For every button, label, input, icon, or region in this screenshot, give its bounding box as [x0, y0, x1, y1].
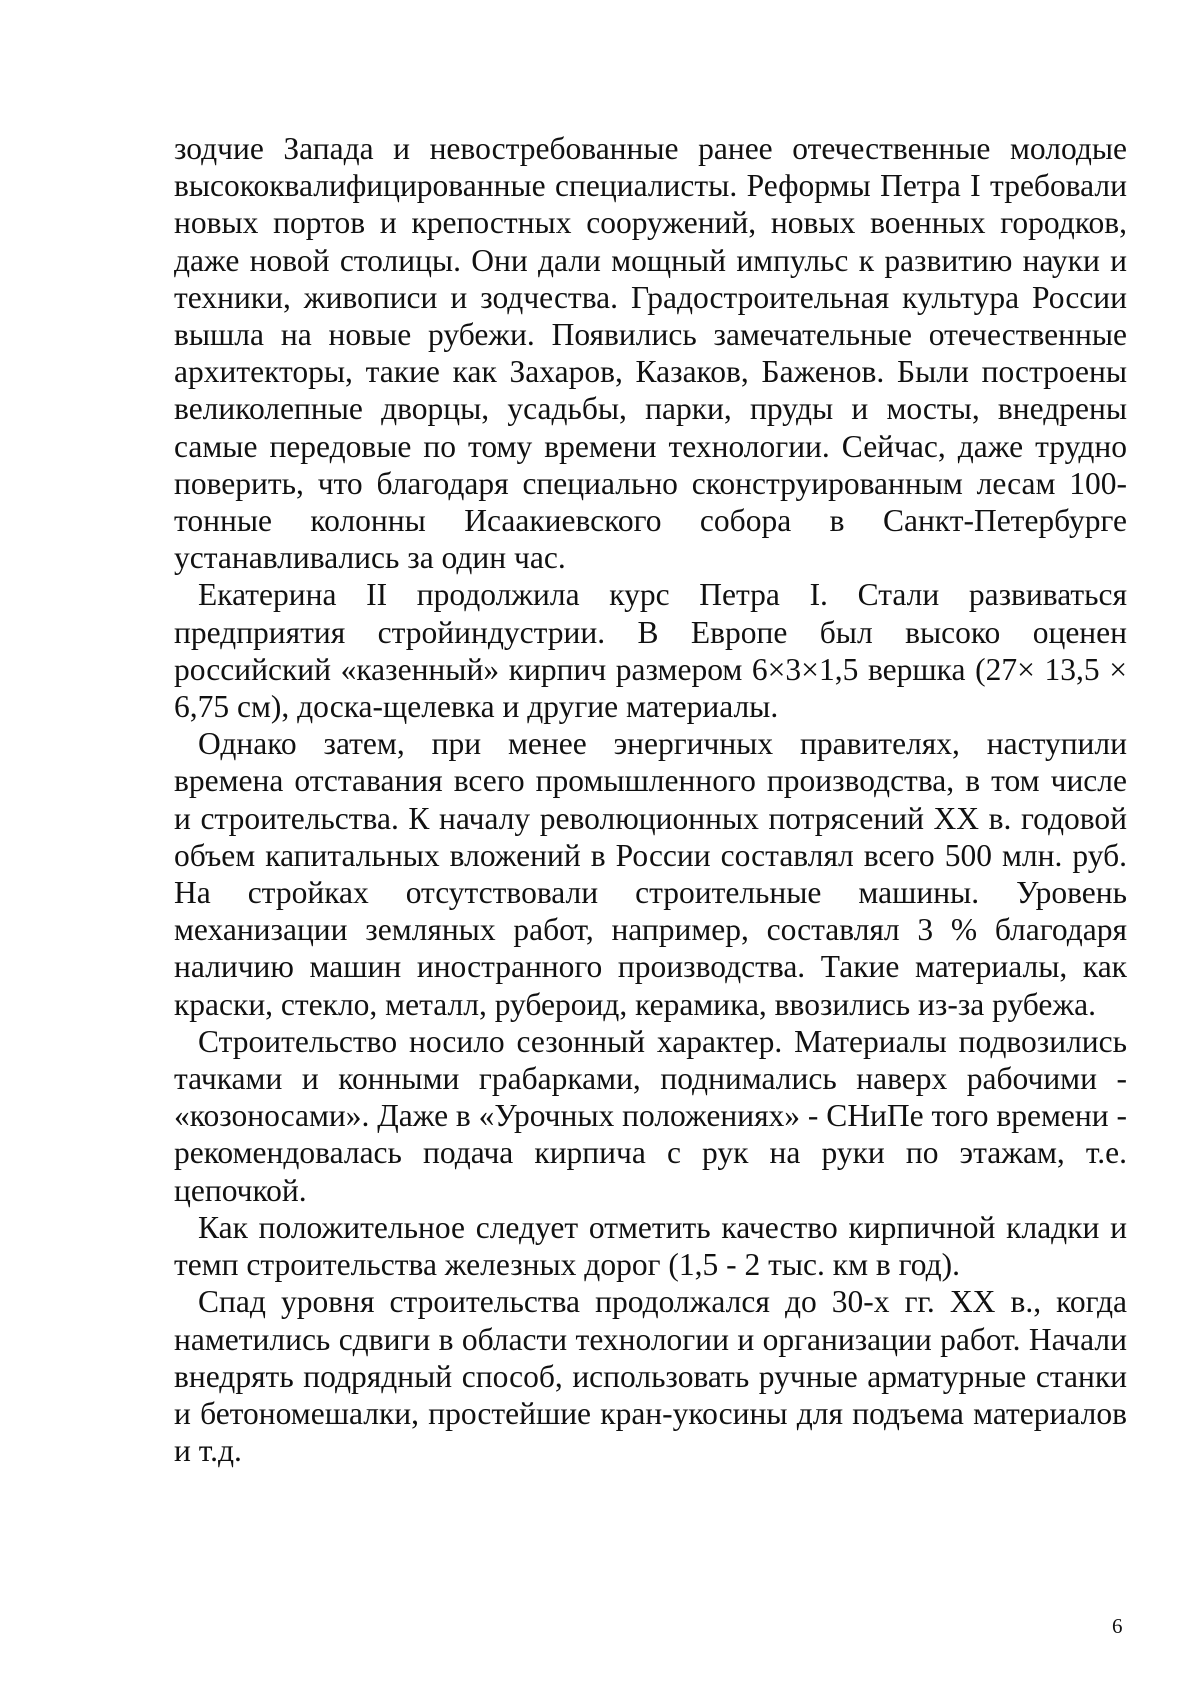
paragraph-5: Как положительное следует отметить качество кирпичной кладки и темп строительства железных дорог (1,5 - 2 тыс. км в год). [174, 1209, 1127, 1283]
page-number: 6 [1112, 1614, 1123, 1638]
paragraph-4: Строительство носило сезонный характер. Материалы подвозились тачками и конными грабарками, поднимались наверх рабочими - «козоносами». Даже в «Урочных положениях» - СНиПе того времени - рекомендовалась подача кирпича с рук на руки по этажам, т.е. цепочкой. [174, 1023, 1127, 1208]
body-text [174, 130, 1127, 1469]
paragraph-6: Спад уровня строительства продолжался до 30-х гг. XX в., когда наметились сдвиги в области технологии и организации работ. Начали внедрять подрядный способ, использовать ручные арматурные станки и бетономешалки, простейшие кран-укосины для подъема материалов и т.д. [174, 1284, 1127, 1469]
paragraph-2: Екатерина II продолжила курс Петра I. Стали развиваться предприятия стройиндустрии. В Европе был высоко оценен российский «казенный» кирпич размером 6×3×1,5 вершка (27× 13,5 × 6,75 см), доска-щелевка и другие материалы. [174, 577, 1127, 725]
paragraph-1: зодчие Запада и невостребованные ранее отечественные молодые высококвалифицированные специалисты. Реформы Петра I требовали новых портов и крепостных сооружений, новых военных городков, даже новой столицы. Они дали мощный импульс к развитию науки и техники, живописи и зодчества. Градостроительная культура России вышла на новые рубежи. Появились замечательные отечественные архитекторы, такие как Захаров, Казаков, Баженов. Были построены великолепные дворцы, усадьбы, парки, пруды и мосты, внедрены самые передовые по тому времени технологии. Сейчас, даже трудно поверить, что благодаря специально сконструированным лесам 100-тонные колонны Исаакиевского собора в Санкт-Петербурге устанавливались за один час. [174, 131, 1127, 576]
paragraph-3: Однако затем, при менее энергичных правителях, наступили времена отставания всего промышленного производства, в том числе и строительства. К началу революционных потрясений XX в. годовой объем капитальных вложений в России составлял всего 500 млн. руб. На стройках отсутствовали строительные машины. Уровень механизации земляных работ, например, составлял 3 % благодаря наличию машин иностранного производства. Такие материалы, как краски, стекло, металл, рубероид, керамика, ввозились из-за рубежа. [174, 726, 1127, 1022]
